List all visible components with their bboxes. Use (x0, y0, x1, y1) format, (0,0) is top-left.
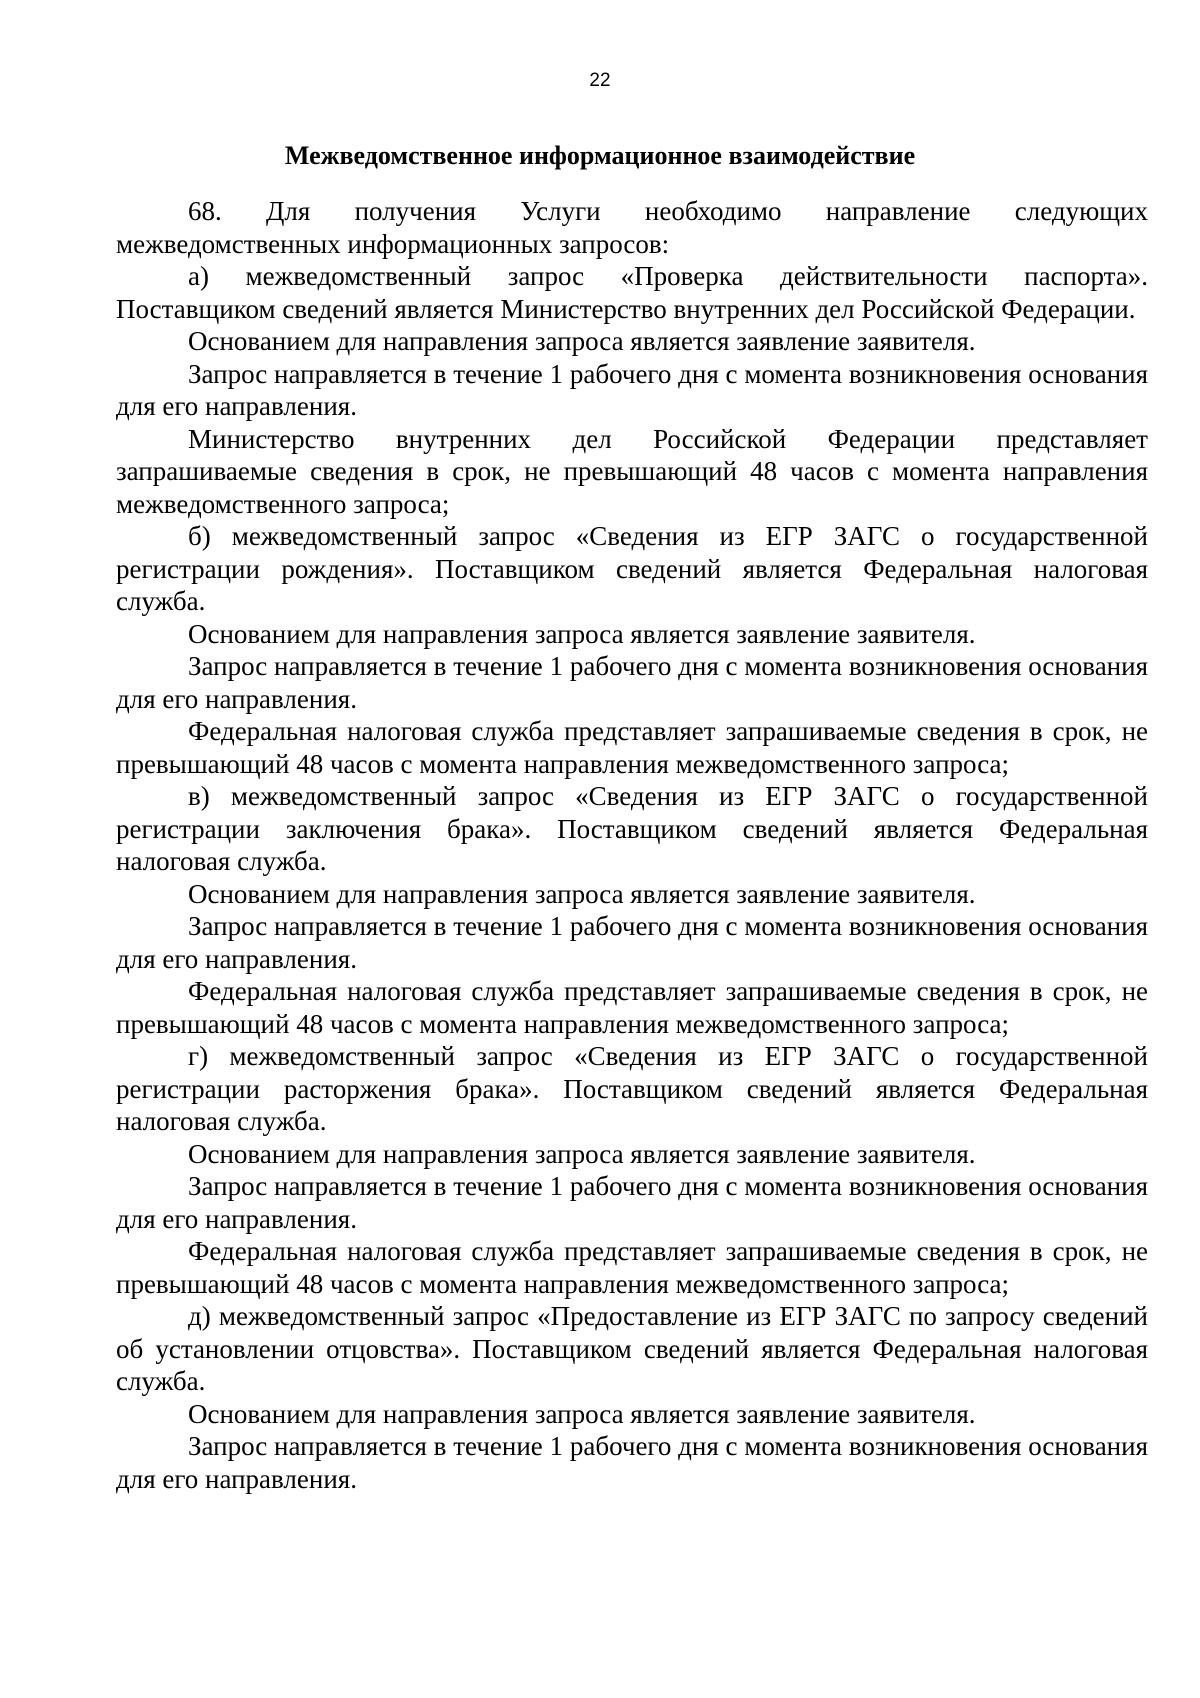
paragraph-g-response: Федеральная налоговая служба представляет запрашиваемые сведения в срок, не превышающий 48 часов с момента направления межведомственного запроса; (116, 1236, 1148, 1299)
paragraph-a-response: Министерство внутренних дел Российской Федерации представляет запрашиваемые сведения в срок, не превышающий 48 часов с момента направления межведомственного запроса; (116, 423, 1148, 519)
paragraph-d-request: д) межведомственный запрос «Предоставление из ЕГР ЗАГС по запросу сведений об установлении отцовства». Поставщиком сведений является Федеральная налоговая служба. (116, 1301, 1148, 1396)
section-heading: Межведомственное информационное взаимодействие (284, 141, 916, 170)
paragraph-d-deadline: Запрос направляется в течение 1 рабочего дня с момента возникновения основания для его направления. (116, 1431, 1148, 1494)
paragraph-b-request: б) межведомственный запрос «Сведения из ЕГР ЗАГС о государственной регистрации рождения». Поставщиком сведений является Федеральная налоговая служба. (116, 521, 1148, 616)
paragraph-a-request: а) межведомственный запрос «Проверка действительности паспорта». Поставщиком сведений является Министерство внутренних дел Российской Федерации. (116, 261, 1148, 324)
paragraph-68-intro: 68. Для получения Услуги необходимо направление следующих межведомственных информационных запросов: (116, 196, 1148, 259)
document-body (116, 195, 1148, 1495)
paragraph-a-deadline: Запрос направляется в течение 1 рабочего дня с момента возникновения основания для его направления. (116, 358, 1148, 421)
paragraph-v-request: в) межведомственный запрос «Сведения из ЕГР ЗАГС о государственной регистрации заключения брака». Поставщиком сведений является Федеральная налоговая служба. (116, 781, 1148, 876)
paragraph-g-request: г) межведомственный запрос «Сведения из ЕГР ЗАГС о государственной регистрации расторжения брака». Поставщиком сведений является Федеральная налоговая служба. (116, 1041, 1148, 1136)
paragraph-v-basis: Основанием для направления запроса является заявление заявителя. (188, 878, 976, 909)
paragraph-v-response: Федеральная налоговая служба представляет запрашиваемые сведения в срок, не превышающий 48 часов с момента направления межведомственного запроса; (116, 976, 1148, 1039)
paragraph-v-deadline: Запрос направляется в течение 1 рабочего дня с момента возникновения основания для его направления. (116, 911, 1148, 974)
paragraph-b-response: Федеральная налоговая служба представляет запрашиваемые сведения в срок, не превышающий 48 часов с момента направления межведомственного запроса; (116, 716, 1148, 779)
paragraph-g-deadline: Запрос направляется в течение 1 рабочего дня с момента возникновения основания для его направления. (116, 1171, 1148, 1234)
paragraph-g-basis: Основанием для направления запроса является заявление заявителя. (188, 1138, 976, 1169)
page-number: 22 (589, 70, 611, 91)
paragraph-b-basis: Основанием для направления запроса является заявление заявителя. (188, 618, 976, 649)
paragraph-d-basis: Основанием для направления запроса является заявление заявителя. (188, 1398, 976, 1429)
paragraph-b-deadline: Запрос направляется в течение 1 рабочего дня с момента возникновения основания для его направления. (116, 651, 1148, 714)
paragraph-a-basis: Основанием для направления запроса является заявление заявителя. (188, 326, 976, 356)
